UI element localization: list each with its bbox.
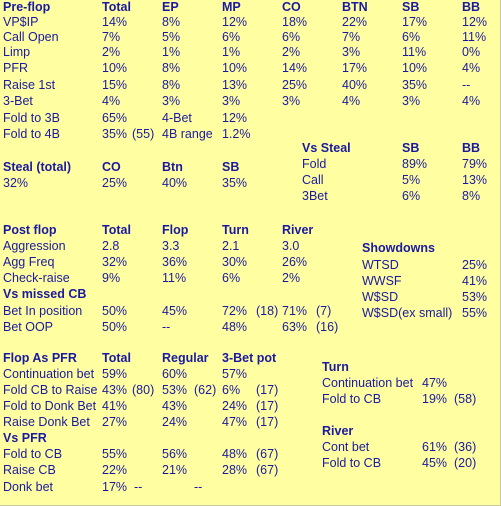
row-label: Raise CB: [3, 463, 56, 477]
sample-count: (17): [256, 415, 279, 429]
row-label: Fold: [302, 157, 327, 171]
sample-count: (58): [454, 392, 477, 406]
cell: 4%: [462, 94, 481, 108]
col-header-3bet-pot: 3-Bet pot: [222, 351, 277, 365]
placeholder-dash: --: [134, 480, 143, 494]
cell: 8%: [462, 189, 481, 203]
sample-count: (36): [454, 440, 477, 454]
showdowns-title: Showdowns: [362, 241, 435, 255]
row-label: WWSF: [362, 274, 402, 288]
cell: 0%: [462, 45, 481, 59]
cell: 26%: [282, 255, 308, 269]
cell: 4%: [462, 61, 481, 75]
cell: 24%: [222, 399, 248, 413]
row-label: Call: [302, 173, 324, 187]
cell: 2%: [282, 271, 301, 285]
row-label: Bet In position: [3, 304, 83, 318]
cell: 57%: [222, 367, 248, 381]
row-label: W$SD: [362, 290, 399, 304]
col-header-sb: SB: [222, 160, 240, 174]
cell: 5%: [162, 30, 181, 44]
cell: 50%: [102, 320, 128, 334]
row-label: Fold CB to Raise: [3, 383, 98, 397]
col-header-co: CO: [102, 160, 121, 174]
cell: 17%: [402, 15, 428, 29]
row-label: Fold to 3B: [3, 111, 60, 125]
sample-count: (80): [132, 383, 155, 397]
cell: 2%: [102, 45, 121, 59]
cell: 12%: [222, 111, 248, 125]
cell: 2.1: [222, 239, 240, 253]
preflop-title: Pre-flop: [3, 0, 51, 14]
cell: 30%: [222, 255, 248, 269]
cell: 45%: [422, 456, 448, 470]
cell: 22%: [102, 463, 128, 477]
cell: 8%: [162, 61, 181, 75]
cell: 15%: [102, 78, 128, 92]
cell: 1.2%: [222, 127, 251, 141]
cell: 8%: [162, 78, 181, 92]
cell: 55%: [102, 447, 128, 461]
sample-count: (17): [256, 399, 279, 413]
vs-steal-title: Vs Steal: [302, 141, 351, 155]
cell: 89%: [402, 157, 428, 171]
col-header-total: Total: [102, 351, 131, 365]
cell: 59%: [102, 367, 128, 381]
row-label: 3-Bet: [3, 94, 33, 108]
cell: 8%: [162, 15, 181, 29]
cell: 22%: [342, 15, 368, 29]
row-label: Agg Freq: [3, 255, 55, 269]
cell: 17%: [342, 61, 368, 75]
cell: 11%: [162, 271, 187, 285]
cell: 53%: [462, 290, 488, 304]
sample-count: (18): [256, 304, 279, 318]
row-label: WTSD: [362, 258, 399, 272]
col-header-btn: BTN: [342, 0, 368, 14]
cell: 45%: [162, 304, 188, 318]
cell: 1%: [162, 45, 181, 59]
col-header-sb: SB: [402, 0, 420, 14]
cell: 18%: [282, 15, 308, 29]
sample-count: (7): [316, 304, 332, 318]
cell: 3.0: [282, 239, 300, 253]
cell: 25%: [282, 78, 308, 92]
col-header-bb: BB: [462, 0, 481, 14]
cell: 10%: [222, 61, 248, 75]
cell: 6%: [282, 30, 301, 44]
cell: 6%: [402, 189, 421, 203]
row-label: 4B range: [162, 127, 213, 141]
cell: 27%: [102, 415, 128, 429]
cell: 63%: [282, 320, 308, 334]
sample-count: (20): [454, 456, 477, 470]
col-header-ep: EP: [162, 0, 179, 14]
sample-count: (67): [256, 447, 279, 461]
cell: 35%: [222, 176, 248, 190]
col-header-river: River: [282, 223, 314, 237]
cell: 6%: [222, 30, 241, 44]
cell: 10%: [402, 61, 428, 75]
row-label: Aggression: [3, 239, 66, 253]
cell: 14%: [282, 61, 308, 75]
cell: 2.8: [102, 239, 120, 253]
cell: 4%: [342, 94, 361, 108]
cell: 7%: [102, 30, 121, 44]
cell: 79%: [462, 157, 488, 171]
cell: 40%: [162, 176, 188, 190]
cell: 47%: [222, 415, 248, 429]
flop-as-pfr-title: Flop As PFR: [3, 351, 77, 365]
cell: 41%: [462, 274, 488, 288]
cell: 40%: [342, 78, 368, 92]
cell: 3.3: [162, 239, 180, 253]
cell: 43%: [162, 399, 188, 413]
sample-count: (62): [194, 383, 217, 397]
cell: 10%: [102, 61, 128, 75]
cell: 55%: [462, 306, 488, 320]
river-title: River: [322, 424, 354, 438]
cell: 5%: [402, 173, 421, 187]
cell: 1%: [222, 45, 241, 59]
cell: 17%: [102, 480, 128, 494]
cell: 25%: [462, 258, 488, 272]
sample-count: (16): [316, 320, 339, 334]
cell: 60%: [162, 367, 188, 381]
cell: 43%: [102, 383, 128, 397]
row-label: Fold to Donk Bet: [3, 399, 97, 413]
cell: 28%: [222, 463, 248, 477]
cell: 19%: [422, 392, 448, 406]
postflop-title: Post flop: [3, 223, 57, 237]
cell: 11%: [402, 45, 427, 59]
cell: 3%: [162, 94, 181, 108]
cell: 14%: [102, 15, 128, 29]
cell: 2%: [282, 45, 301, 59]
cell: 50%: [102, 304, 128, 318]
cell: 4%: [102, 94, 121, 108]
cell: 53%: [162, 383, 188, 397]
cell: 13%: [222, 78, 248, 92]
col-header-flop: Flop: [162, 223, 189, 237]
row-label: 4-Bet: [162, 111, 192, 125]
cell: 3%: [342, 45, 361, 59]
col-header-total: Total: [102, 0, 131, 14]
row-label: Donk bet: [3, 480, 54, 494]
cell: 6%: [402, 30, 421, 44]
cell: 32%: [3, 176, 29, 190]
row-label: Fold to 4B: [3, 127, 60, 141]
col-header-bb: BB: [462, 141, 481, 155]
cell: 71%: [282, 304, 308, 318]
row-label: Fold to CB: [322, 392, 382, 406]
cell: 47%: [422, 376, 448, 390]
sample-count: (55): [132, 127, 155, 141]
cell: 6%: [222, 383, 241, 397]
cell: 72%: [222, 304, 248, 318]
turn-title: Turn: [322, 360, 349, 374]
cell: 12%: [222, 15, 248, 29]
cell: 24%: [162, 415, 188, 429]
row-label: Limp: [3, 45, 31, 59]
cell: 32%: [102, 255, 128, 269]
row-label: 3Bet: [302, 189, 328, 203]
col-header-btn: Btn: [162, 160, 183, 174]
cell: 3%: [402, 94, 421, 108]
cell: 13%: [462, 173, 488, 187]
cell: --: [162, 320, 171, 334]
row-label: Fold to CB: [3, 447, 63, 461]
sample-count: (67): [256, 463, 279, 477]
row-label: W$SD(ex small): [362, 306, 453, 320]
col-header-co: CO: [282, 0, 301, 14]
vs-pfr-title: Vs PFR: [3, 431, 47, 445]
cell: 41%: [102, 399, 128, 413]
vs-missed-cb-title: Vs missed CB: [3, 287, 87, 301]
row-label: Raise Donk Bet: [3, 415, 90, 429]
cell: 36%: [162, 255, 188, 269]
cell: 35%: [402, 78, 428, 92]
row-label: Check-raise: [3, 271, 70, 285]
row-label: Bet OOP: [3, 320, 54, 334]
cell: 9%: [102, 271, 121, 285]
col-header-turn: Turn: [222, 223, 249, 237]
row-label: Continuation bet: [3, 367, 95, 381]
row-label: Raise 1st: [3, 78, 56, 92]
cell: 35%: [102, 127, 128, 141]
cell: 12%: [462, 15, 488, 29]
cell: --: [462, 78, 471, 92]
row-label: Cont bet: [322, 440, 370, 454]
col-header-sb: SB: [402, 141, 420, 155]
cell: 48%: [222, 447, 248, 461]
cell: 11%: [462, 30, 487, 44]
cell: 25%: [102, 176, 128, 190]
cell: 48%: [222, 320, 248, 334]
row-label: Call Open: [3, 30, 59, 44]
placeholder-dash: --: [194, 480, 203, 494]
cell: 3%: [222, 94, 241, 108]
cell: 7%: [342, 30, 361, 44]
row-label: VP$IP: [3, 15, 39, 29]
cell: 6%: [222, 271, 241, 285]
cell: 56%: [162, 447, 188, 461]
row-label: PFR: [3, 61, 28, 75]
col-header-total: Total: [102, 223, 131, 237]
row-label: Continuation bet: [322, 376, 414, 390]
cell: 65%: [102, 111, 128, 125]
col-header-regular: Regular: [162, 351, 209, 365]
steal-title: Steal (total): [3, 160, 72, 174]
cell: 21%: [162, 463, 188, 477]
col-header-mp: MP: [222, 0, 241, 14]
row-label: Fold to CB: [322, 456, 382, 470]
cell: 61%: [422, 440, 448, 454]
cell: 3%: [282, 94, 301, 108]
sample-count: (17): [256, 383, 279, 397]
